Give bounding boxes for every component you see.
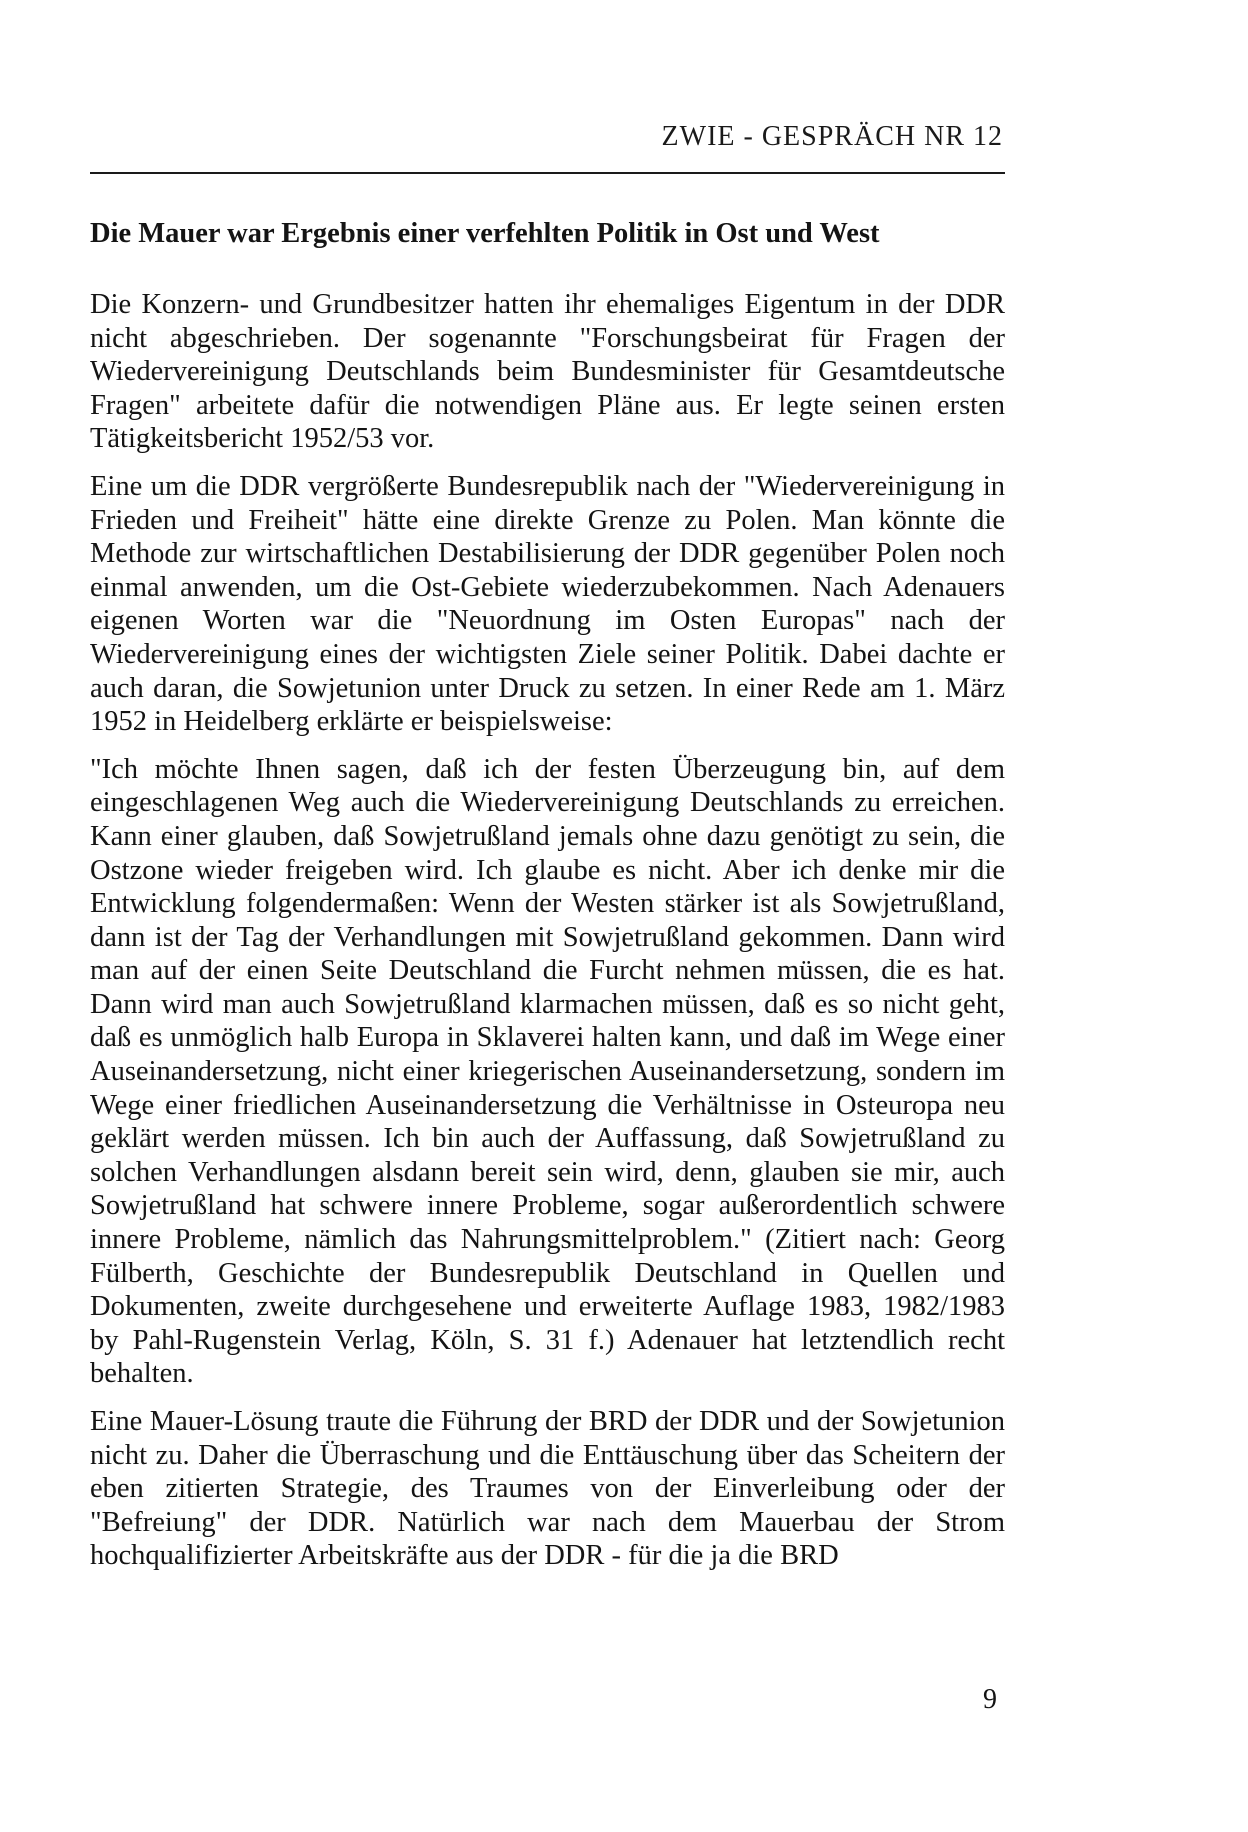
paragraph-quote: "Ich möchte Ihnen sagen, daß ich der festen Überzeugung bin, auf dem eingeschlagenen Weg auch die Wiedervereinigung Deutschlands zu erreichen. Kann einer glauben, daß Sowjetrußland jemals ohne dazu genötigt zu sein, die Ostzone wieder freigeben wird. Ich glaube es nicht. Aber ich denke mir die Entwicklung folgendermaßen: Wenn der Westen stärker ist als Sowjetrußland, dann ist der Tag der Verhandlungen mit Sowjetrußland gekommen. Dann wird man auf der einen Seite Deutschland die Furcht nehmen müssen, die es hat. Dann wird man auch Sowjetrußland klarmachen müssen, daß es so nicht geht, daß es unmöglich halb Europa in Sklaverei halten kann, und daß im Wege einer Auseinandersetzung, nicht einer kriegerischen Auseinandersetzung, sondern im Wege einer friedlichen Auseinandersetzung die Verhältnisse in Osteuropa neu geklärt werden müssen. Ich bin auch der Auffassung, daß Sowjetrußland zu solchen Verhandlungen alsdann bereit sein wird, denn, glauben sie mir, auch Sowjetrußland hat schwere innere Probleme, sogar außerordentlich schwere innere Probleme, nämlich das Nahrungsmittelproblem." (Zitiert nach: Georg Fülberth, Geschichte der Bundesrepublik Deutschland in Quellen und Dokumenten, zweite durchgesehene und erweiterte Auflage 1983, 1982/1983 by Pahl-Rugenstein Verlag, Köln, S. 31 f.) Adenauer hat letztendlich recht behalten. <box>90 753 1005 1390</box>
paragraph-4: Eine Mauer-Lösung traute die Führung der BRD der DDR und der Sowjetunion nicht zu. Daher die Überraschung und die Enttäuschung über das Scheitern der eben zitierten Strategie, des Traumes von der Einverleibung oder der "Befreiung" der DDR. Natürlich war nach dem Mauerbau der Strom hochqualifizierter Arbeitskräfte aus der DDR - für die ja die BRD <box>90 1406 1005 1572</box>
page-number: 9 <box>983 1684 997 1715</box>
section-title: Die Mauer war Ergebnis einer verfehlten Politik in Ost und West <box>90 218 880 249</box>
page-body <box>90 214 1005 1587</box>
paragraph-1: Die Konzern- und Grundbesitzer hatten ihr ehemaliges Eigentum in der DDR nicht abgeschrieben. Der sogenannte "Forschungsbeirat für Fragen der Wiedervereinigung Deutschlands beim Bundesminister für Gesamtdeutsche Fragen" arbeitete dafür die notwendigen Pläne aus. Er legte seinen ersten Tätigkeitsbericht 1952/53 vor. <box>90 289 1005 455</box>
paragraph-2: Eine um die DDR vergrößerte Bundesrepublik nach der "Wiedervereinigung in Frieden und Freiheit" hätte eine direkte Grenze zu Polen. Man könnte die Methode zur wirtschaftlichen Destabilisierung der DDR gegenüber Polen noch einmal anwenden, um die Ost-Gebiete wiederzubekommen. Nach Adenauers eigenen Worten war die "Neuordnung im Osten Europas" nach der Wiedervereinigung eines der wichtigsten Ziele seiner Politik. Dabei dachte er auch daran, die Sowjetunion unter Druck zu setzen. In einer Rede am 1. März 1952 in Heidelberg erklärte er beispielsweise: <box>90 470 1005 738</box>
header-rule <box>90 172 1005 174</box>
running-header: ZWIE - GESPRÄCH NR 12 <box>661 121 1003 152</box>
